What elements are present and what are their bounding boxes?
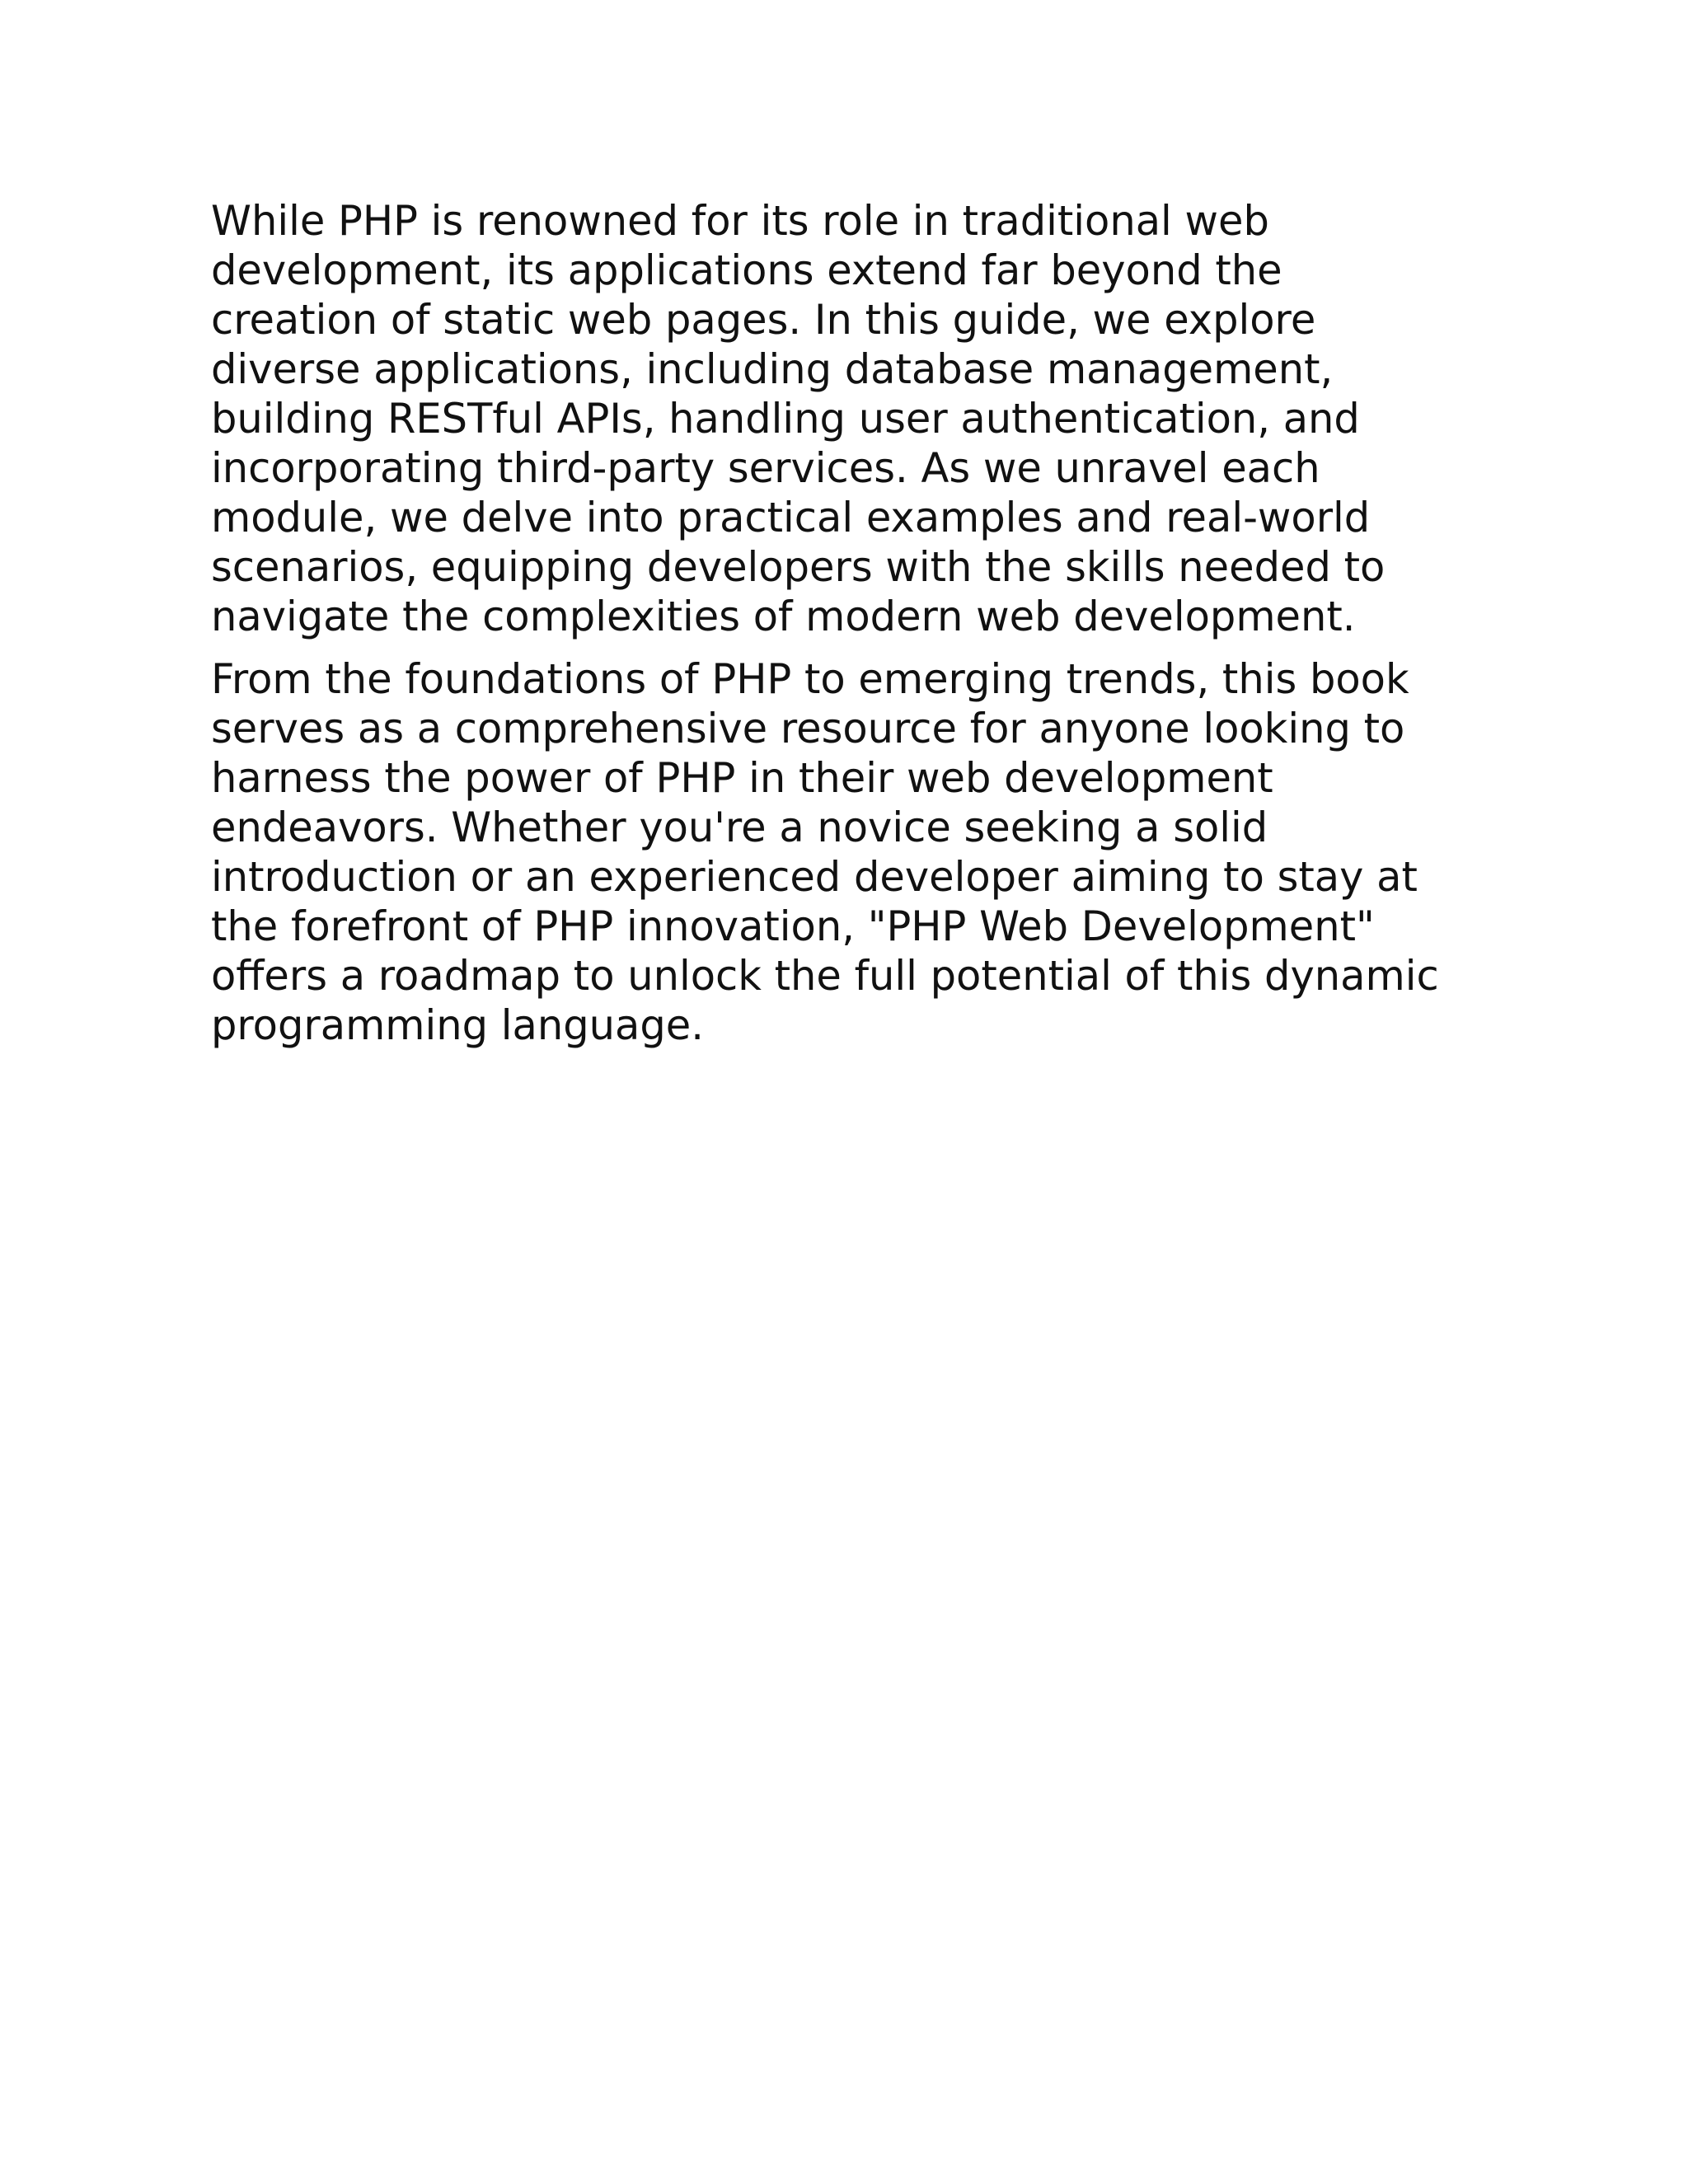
paragraph-line: programming language. — [211, 1001, 704, 1049]
paragraph-line: the forefront of PHP innovation, "PHP Web Development" — [211, 902, 1375, 950]
paragraph-line: harness the power of PHP in their web development — [211, 754, 1273, 802]
paragraph-line: creation of static web pages. In this guide, we explore — [211, 296, 1316, 344]
paragraph-line: development, its applications extend far beyond the — [211, 246, 1282, 294]
paragraph-line: navigate the complexities of modern web development. — [211, 593, 1356, 640]
paragraph-2 — [211, 654, 1480, 1050]
paragraph-line: endeavors. Whether you're a novice seeking a solid — [211, 804, 1268, 851]
paragraph-line: module, we delve into practical examples and real-world — [211, 494, 1371, 541]
paragraph-line: While PHP is renowned for its role in traditional web — [211, 197, 1269, 245]
paragraph-line: From the foundations of PHP to emerging trends, this book — [211, 655, 1409, 703]
paragraph-line: introduction or an experienced developer aiming to stay at — [211, 853, 1418, 901]
paragraph-line: diverse applications, including database management, — [211, 345, 1334, 393]
document-body — [211, 196, 1480, 1050]
paragraph-line: serves as a comprehensive resource for anyone looking to — [211, 705, 1405, 752]
paragraph-line: building RESTful APIs, handling user authentication, and — [211, 395, 1360, 443]
paragraph-line: offers a roadmap to unlock the full potential of this dynamic — [211, 952, 1439, 1000]
paragraph-line: scenarios, equipping developers with the skills needed to — [211, 543, 1386, 591]
paragraph-line: incorporating third-party services. As we unravel each — [211, 444, 1320, 492]
paragraph-1 — [211, 196, 1480, 641]
